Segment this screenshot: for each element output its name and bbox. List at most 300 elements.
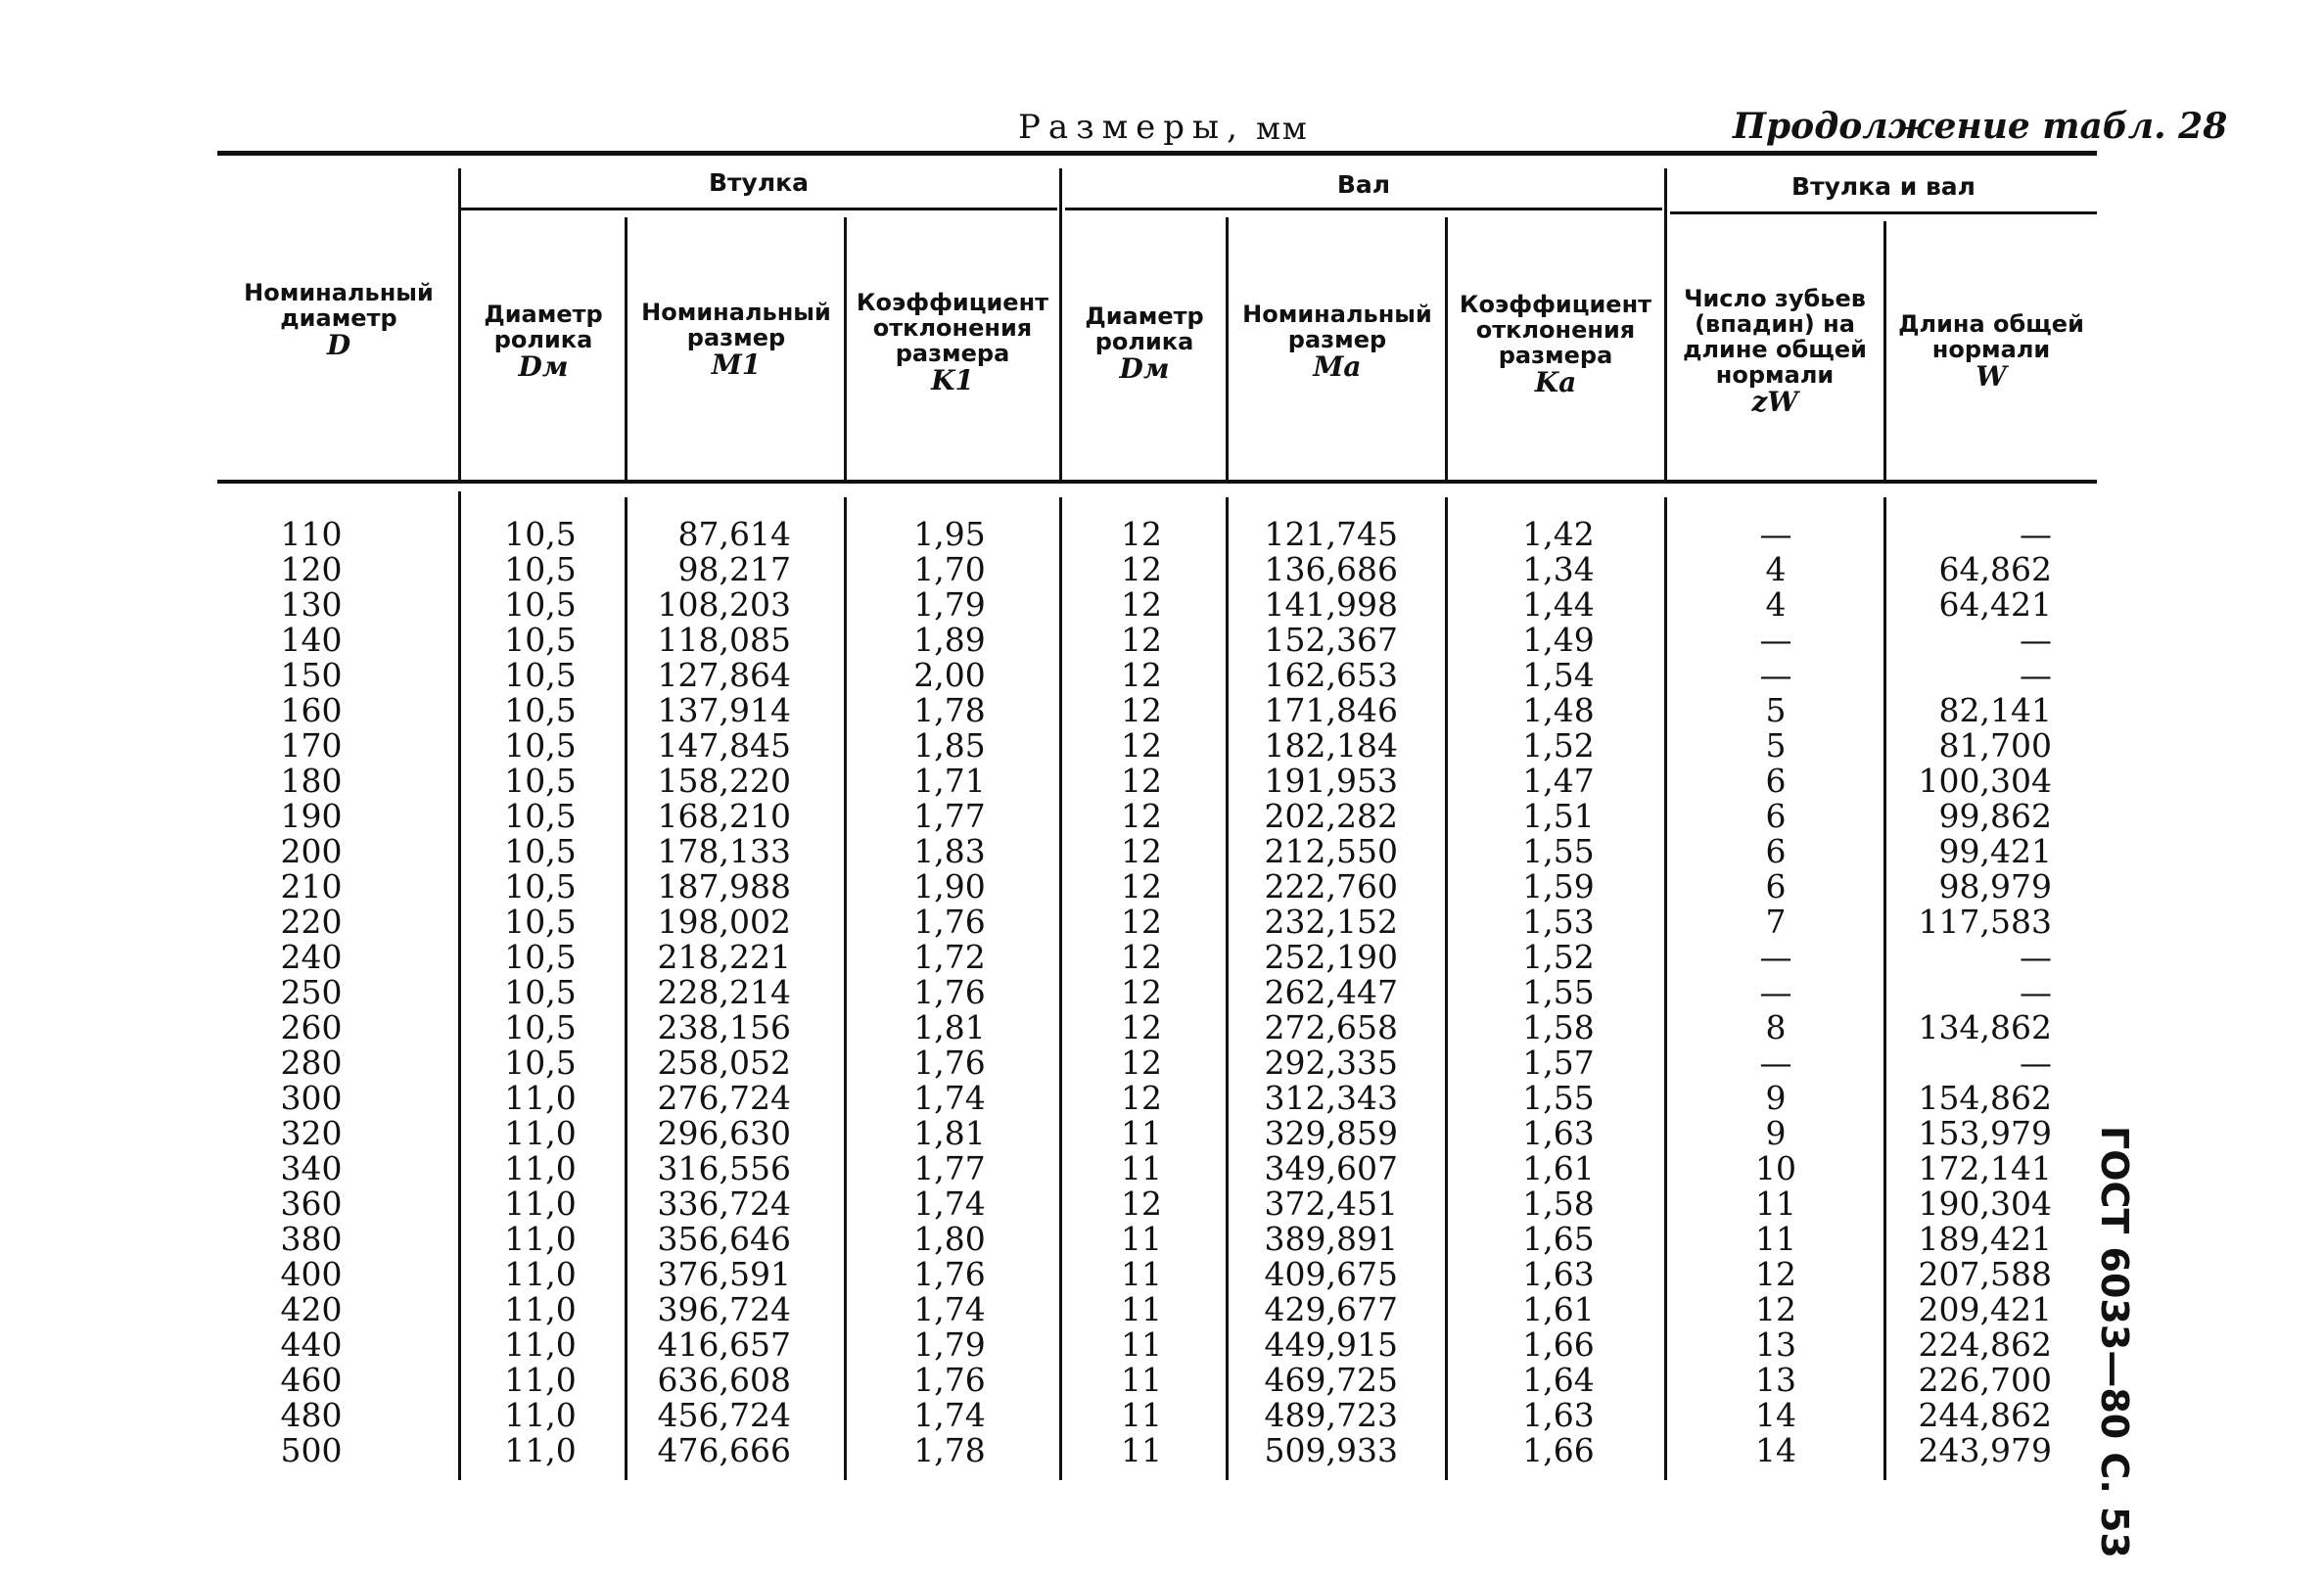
cell-teeth-count: 10 xyxy=(1755,1149,1796,1187)
cell-sleeve-roller-diameter: 11,0 xyxy=(504,1431,577,1469)
cell-sleeve-nominal-size: 87,614 xyxy=(677,515,791,553)
cell-sleeve-roller-diameter: 11,0 xyxy=(504,1255,577,1293)
cell-sleeve-roller-diameter: 10,5 xyxy=(504,973,577,1011)
cell-sleeve-nominal-size: 187,988 xyxy=(657,867,791,906)
cell-sleeve-nominal-size: 376,591 xyxy=(657,1255,791,1293)
table-row xyxy=(0,764,2324,799)
table-row xyxy=(0,623,2324,658)
cell-shaft-roller-diameter: 11 xyxy=(1121,1255,1162,1293)
cell-shaft-coefficient: 1,55 xyxy=(1522,973,1595,1011)
table-row xyxy=(0,975,2324,1010)
table-row xyxy=(0,693,2324,728)
cell-sleeve-nominal-size: 356,646 xyxy=(657,1220,791,1258)
cell-sleeve-roller-diameter: 11,0 xyxy=(504,1290,577,1328)
cell-sleeve-roller-diameter: 10,5 xyxy=(504,515,577,553)
cell-normal-length: 100,304 xyxy=(1918,762,2052,800)
cell-normal-length: — xyxy=(2020,621,2052,659)
cell-nominal-diameter: 420 xyxy=(280,1290,343,1328)
column-header-sleeve-nominal-size: Номинальный размер M1 xyxy=(641,299,831,381)
cell-shaft-coefficient: 1,59 xyxy=(1522,867,1595,906)
cell-shaft-nominal-size: 152,367 xyxy=(1264,621,1398,659)
cell-sleeve-nominal-size: 316,556 xyxy=(657,1149,791,1187)
cell-sleeve-nominal-size: 396,724 xyxy=(657,1290,791,1328)
cell-teeth-count: 5 xyxy=(1765,691,1787,729)
cell-sleeve-nominal-size: 276,724 xyxy=(657,1079,791,1117)
group-underline-both xyxy=(1670,211,2097,214)
cell-nominal-diameter: 440 xyxy=(280,1325,343,1364)
cell-sleeve-coefficient: 1,95 xyxy=(913,515,986,553)
cell-normal-length: 189,421 xyxy=(1918,1220,2052,1258)
cell-sleeve-roller-diameter: 10,5 xyxy=(504,1008,577,1046)
cell-shaft-nominal-size: 262,447 xyxy=(1264,973,1398,1011)
column-header-shaft-nominal-size: Номинальный размер Ma xyxy=(1242,301,1432,383)
table-row xyxy=(0,658,2324,693)
cell-sleeve-nominal-size: 108,203 xyxy=(657,585,791,624)
cell-nominal-diameter: 180 xyxy=(280,762,343,800)
cell-shaft-coefficient: 1,66 xyxy=(1522,1431,1595,1469)
cell-sleeve-coefficient: 1,76 xyxy=(913,1361,986,1399)
cell-shaft-nominal-size: 191,953 xyxy=(1264,762,1398,800)
cell-sleeve-coefficient: 1,78 xyxy=(913,691,986,729)
column-separator xyxy=(1226,217,1229,480)
cell-shaft-nominal-size: 312,343 xyxy=(1264,1079,1398,1117)
table-row xyxy=(0,1151,2324,1186)
cell-normal-length: 98,979 xyxy=(1938,867,2052,906)
cell-teeth-count: 9 xyxy=(1765,1079,1787,1117)
cell-sleeve-nominal-size: 636,608 xyxy=(657,1361,791,1399)
cell-sleeve-roller-diameter: 10,5 xyxy=(504,550,577,588)
cell-nominal-diameter: 360 xyxy=(280,1184,343,1223)
cell-sleeve-coefficient: 1,74 xyxy=(913,1184,986,1223)
column-separator xyxy=(458,168,461,480)
cell-normal-length: 64,862 xyxy=(1938,550,2052,588)
table-row xyxy=(0,1327,2324,1363)
cell-nominal-diameter: 400 xyxy=(280,1255,343,1293)
cell-shaft-coefficient: 1,55 xyxy=(1522,832,1595,870)
cell-shaft-roller-diameter: 11 xyxy=(1121,1361,1162,1399)
cell-teeth-count: 12 xyxy=(1755,1255,1796,1293)
cell-normal-length: 190,304 xyxy=(1918,1184,2052,1223)
cell-normal-length: 99,421 xyxy=(1938,832,2052,870)
column-separator xyxy=(1664,168,1667,480)
cell-shaft-roller-diameter: 12 xyxy=(1121,1044,1162,1082)
cell-sleeve-nominal-size: 258,052 xyxy=(657,1044,791,1082)
cell-sleeve-roller-diameter: 10,5 xyxy=(504,585,577,624)
cell-shaft-nominal-size: 489,723 xyxy=(1264,1396,1398,1434)
page-reference: ГОСТ 6033—80 С. 53 xyxy=(2093,1126,2136,1558)
cell-teeth-count: — xyxy=(1759,973,1792,1011)
cell-shaft-roller-diameter: 12 xyxy=(1121,585,1162,624)
cell-sleeve-nominal-size: 158,220 xyxy=(657,762,791,800)
cell-shaft-coefficient: 1,55 xyxy=(1522,1079,1595,1117)
cell-sleeve-coefficient: 1,76 xyxy=(913,1044,986,1082)
cell-shaft-roller-diameter: 11 xyxy=(1121,1220,1162,1258)
cell-shaft-roller-diameter: 12 xyxy=(1121,903,1162,941)
table-row xyxy=(0,1292,2324,1327)
cell-sleeve-coefficient: 1,70 xyxy=(913,550,986,588)
cell-teeth-count: 4 xyxy=(1765,550,1787,588)
cell-nominal-diameter: 380 xyxy=(280,1220,343,1258)
cell-nominal-diameter: 460 xyxy=(280,1361,343,1399)
cell-teeth-count: 13 xyxy=(1755,1325,1796,1364)
cell-sleeve-nominal-size: 456,724 xyxy=(657,1396,791,1434)
cell-teeth-count: — xyxy=(1759,1044,1792,1082)
table-row xyxy=(0,905,2324,940)
table-row xyxy=(0,834,2324,869)
cell-normal-length: 154,862 xyxy=(1918,1079,2052,1117)
table-row xyxy=(0,1363,2324,1398)
header-bottom-rule xyxy=(217,480,2097,484)
cell-nominal-diameter: 120 xyxy=(280,550,343,588)
cell-teeth-count: 4 xyxy=(1765,585,1787,624)
cell-nominal-diameter: 130 xyxy=(280,585,343,624)
cell-sleeve-nominal-size: 168,210 xyxy=(657,797,791,835)
cell-sleeve-roller-diameter: 10,5 xyxy=(504,762,577,800)
group-header-shaft: Вал xyxy=(1336,170,1391,199)
group-header-sleeve: Втулка xyxy=(709,168,809,197)
cell-sleeve-coefficient: 1,74 xyxy=(913,1290,986,1328)
table-row xyxy=(0,940,2324,975)
cell-normal-length: 226,700 xyxy=(1918,1361,2052,1399)
column-separator xyxy=(1059,168,1062,480)
cell-teeth-count: — xyxy=(1759,656,1792,694)
cell-teeth-count: 6 xyxy=(1765,867,1787,906)
cell-shaft-coefficient: 1,34 xyxy=(1522,550,1595,588)
cell-sleeve-nominal-size: 178,133 xyxy=(657,832,791,870)
cell-shaft-coefficient: 1,61 xyxy=(1522,1290,1595,1328)
table-row xyxy=(0,728,2324,764)
cell-shaft-roller-diameter: 12 xyxy=(1121,797,1162,835)
cell-sleeve-coefficient: 1,81 xyxy=(913,1008,986,1046)
cell-sleeve-roller-diameter: 10,5 xyxy=(504,691,577,729)
cell-sleeve-nominal-size: 137,914 xyxy=(657,691,791,729)
cell-shaft-nominal-size: 389,891 xyxy=(1264,1220,1398,1258)
cell-sleeve-coefficient: 1,77 xyxy=(913,797,986,835)
column-separator xyxy=(844,217,847,480)
cell-shaft-coefficient: 1,64 xyxy=(1522,1361,1595,1399)
cell-normal-length: 243,979 xyxy=(1918,1431,2052,1469)
table-row xyxy=(0,1186,2324,1222)
column-header-shaft-coefficient: Коэффициент отклонения размера Ka xyxy=(1459,291,1652,398)
cell-sleeve-coefficient: 1,74 xyxy=(913,1079,986,1117)
cell-sleeve-coefficient: 1,83 xyxy=(913,832,986,870)
table-top-rule xyxy=(217,151,2097,156)
cell-normal-length: — xyxy=(2020,938,2052,976)
cell-sleeve-coefficient: 1,79 xyxy=(913,1325,986,1364)
cell-shaft-nominal-size: 329,859 xyxy=(1264,1114,1398,1152)
cell-normal-length: 207,588 xyxy=(1918,1255,2052,1293)
cell-shaft-coefficient: 1,63 xyxy=(1522,1396,1595,1434)
cell-sleeve-coefficient: 1,80 xyxy=(913,1220,986,1258)
cell-teeth-count: 13 xyxy=(1755,1361,1796,1399)
cell-shaft-coefficient: 1,54 xyxy=(1522,656,1595,694)
cell-shaft-roller-diameter: 12 xyxy=(1121,550,1162,588)
cell-normal-length: 99,862 xyxy=(1938,797,2052,835)
cell-normal-length: 153,979 xyxy=(1918,1114,2052,1152)
table-row xyxy=(0,1081,2324,1116)
cell-nominal-diameter: 340 xyxy=(280,1149,343,1187)
cell-nominal-diameter: 300 xyxy=(280,1079,343,1117)
cell-shaft-coefficient: 1,57 xyxy=(1522,1044,1595,1082)
cell-shaft-roller-diameter: 12 xyxy=(1121,832,1162,870)
cell-nominal-diameter: 240 xyxy=(280,938,343,976)
cell-sleeve-coefficient: 1,76 xyxy=(913,973,986,1011)
cell-shaft-coefficient: 1,48 xyxy=(1522,691,1595,729)
table-row xyxy=(0,587,2324,623)
cell-sleeve-roller-diameter: 10,5 xyxy=(504,1044,577,1082)
cell-shaft-roller-diameter: 12 xyxy=(1121,938,1162,976)
table-row xyxy=(0,1045,2324,1081)
cell-shaft-coefficient: 1,44 xyxy=(1522,585,1595,624)
table-body xyxy=(0,517,2324,1468)
cell-shaft-roller-diameter: 12 xyxy=(1121,691,1162,729)
units-label: мм xyxy=(1256,110,1309,147)
cell-shaft-coefficient: 1,58 xyxy=(1522,1008,1595,1046)
column-separator xyxy=(1445,217,1448,480)
cell-nominal-diameter: 480 xyxy=(280,1396,343,1434)
cell-sleeve-coefficient: 1,74 xyxy=(913,1396,986,1434)
cell-shaft-coefficient: 1,47 xyxy=(1522,762,1595,800)
cell-normal-length: 209,421 xyxy=(1918,1290,2052,1328)
cell-nominal-diameter: 210 xyxy=(280,867,343,906)
cell-shaft-roller-diameter: 12 xyxy=(1121,1008,1162,1046)
cell-shaft-nominal-size: 141,998 xyxy=(1264,585,1398,624)
column-header-teeth-count: Число зубьев (впадин) на длине общей нормали zW xyxy=(1683,285,1867,418)
cell-teeth-count: 11 xyxy=(1755,1184,1796,1223)
cell-normal-length: — xyxy=(2020,515,2052,553)
cell-shaft-roller-diameter: 11 xyxy=(1121,1114,1162,1152)
cell-sleeve-nominal-size: 198,002 xyxy=(657,903,791,941)
cell-shaft-coefficient: 1,58 xyxy=(1522,1184,1595,1223)
cell-nominal-diameter: 250 xyxy=(280,973,343,1011)
cell-teeth-count: 14 xyxy=(1755,1431,1796,1469)
column-separator xyxy=(625,217,627,480)
cell-shaft-nominal-size: 292,335 xyxy=(1264,1044,1398,1082)
table-row xyxy=(0,1257,2324,1292)
cell-shaft-nominal-size: 212,550 xyxy=(1264,832,1398,870)
cell-sleeve-coefficient: 1,76 xyxy=(913,1255,986,1293)
cell-sleeve-coefficient: 1,72 xyxy=(913,938,986,976)
cell-shaft-coefficient: 1,52 xyxy=(1522,938,1595,976)
cell-shaft-roller-diameter: 12 xyxy=(1121,762,1162,800)
table-row xyxy=(0,1222,2324,1257)
cell-sleeve-nominal-size: 218,221 xyxy=(657,938,791,976)
table-continuation-label: Продолжение табл. 28 xyxy=(1733,106,2228,147)
cell-shaft-nominal-size: 409,675 xyxy=(1264,1255,1398,1293)
table-row xyxy=(0,799,2324,834)
cell-shaft-coefficient: 1,66 xyxy=(1522,1325,1595,1364)
page-title: Размеры, xyxy=(1018,108,1245,147)
cell-normal-length: 134,862 xyxy=(1918,1008,2052,1046)
cell-normal-length: — xyxy=(2020,973,2052,1011)
cell-shaft-nominal-size: 232,152 xyxy=(1264,903,1398,941)
group-header-both: Втулка и вал xyxy=(1791,172,1975,201)
cell-sleeve-nominal-size: 98,217 xyxy=(677,550,791,588)
cell-shaft-roller-diameter: 11 xyxy=(1121,1325,1162,1364)
cell-sleeve-nominal-size: 147,845 xyxy=(657,726,791,765)
cell-shaft-nominal-size: 469,725 xyxy=(1264,1361,1398,1399)
cell-shaft-coefficient: 1,65 xyxy=(1522,1220,1595,1258)
cell-teeth-count: 6 xyxy=(1765,762,1787,800)
cell-teeth-count: 9 xyxy=(1765,1114,1787,1152)
cell-shaft-coefficient: 1,53 xyxy=(1522,903,1595,941)
cell-normal-length: 172,141 xyxy=(1918,1149,2052,1187)
cell-teeth-count: 6 xyxy=(1765,797,1787,835)
cell-shaft-roller-diameter: 11 xyxy=(1121,1290,1162,1328)
cell-teeth-count: 8 xyxy=(1765,1008,1787,1046)
cell-teeth-count: 6 xyxy=(1765,832,1787,870)
cell-shaft-roller-diameter: 12 xyxy=(1121,656,1162,694)
column-header-sleeve-roller-diameter: Диаметр ролика Dм xyxy=(484,301,603,383)
cell-shaft-nominal-size: 171,846 xyxy=(1264,691,1398,729)
cell-nominal-diameter: 150 xyxy=(280,656,343,694)
cell-shaft-nominal-size: 121,745 xyxy=(1264,515,1398,553)
cell-sleeve-nominal-size: 336,724 xyxy=(657,1184,791,1223)
cell-shaft-roller-diameter: 11 xyxy=(1121,1149,1162,1187)
cell-normal-length: 82,141 xyxy=(1938,691,2052,729)
cell-shaft-coefficient: 1,52 xyxy=(1522,726,1595,765)
cell-normal-length: 244,862 xyxy=(1918,1396,2052,1434)
column-header-nominal-diameter: Номинальный диаметр D xyxy=(244,279,434,361)
cell-sleeve-roller-diameter: 10,5 xyxy=(504,797,577,835)
cell-shaft-nominal-size: 162,653 xyxy=(1264,656,1398,694)
cell-shaft-nominal-size: 449,915 xyxy=(1264,1325,1398,1364)
cell-nominal-diameter: 320 xyxy=(280,1114,343,1152)
cell-shaft-roller-diameter: 12 xyxy=(1121,973,1162,1011)
cell-shaft-nominal-size: 509,933 xyxy=(1264,1431,1398,1469)
column-header-sleeve-coefficient: Коэффициент отклонения размера K1 xyxy=(856,289,1049,396)
cell-shaft-roller-diameter: 12 xyxy=(1121,515,1162,553)
cell-sleeve-roller-diameter: 11,0 xyxy=(504,1361,577,1399)
cell-sleeve-roller-diameter: 10,5 xyxy=(504,656,577,694)
table-row xyxy=(0,1398,2324,1433)
cell-nominal-diameter: 170 xyxy=(280,726,343,765)
cell-sleeve-coefficient: 1,71 xyxy=(913,762,986,800)
cell-shaft-nominal-size: 372,451 xyxy=(1264,1184,1398,1223)
cell-shaft-nominal-size: 182,184 xyxy=(1264,726,1398,765)
group-underline-sleeve xyxy=(460,208,1057,210)
table-row xyxy=(0,1010,2324,1045)
cell-sleeve-coefficient: 1,78 xyxy=(913,1431,986,1469)
cell-normal-length: 117,583 xyxy=(1918,903,2052,941)
cell-normal-length: — xyxy=(2020,1044,2052,1082)
cell-sleeve-roller-diameter: 11,0 xyxy=(504,1149,577,1187)
cell-normal-length: 224,862 xyxy=(1918,1325,2052,1364)
cell-shaft-roller-diameter: 12 xyxy=(1121,726,1162,765)
cell-sleeve-roller-diameter: 10,5 xyxy=(504,938,577,976)
cell-sleeve-roller-diameter: 10,5 xyxy=(504,903,577,941)
cell-nominal-diameter: 190 xyxy=(280,797,343,835)
cell-sleeve-coefficient: 1,76 xyxy=(913,903,986,941)
group-underline-shaft xyxy=(1065,208,1662,210)
cell-teeth-count: 11 xyxy=(1755,1220,1796,1258)
cell-shaft-roller-diameter: 12 xyxy=(1121,621,1162,659)
cell-sleeve-coefficient: 1,90 xyxy=(913,867,986,906)
table-row xyxy=(0,1116,2324,1151)
cell-sleeve-roller-diameter: 11,0 xyxy=(504,1325,577,1364)
cell-teeth-count: — xyxy=(1759,621,1792,659)
cell-shaft-nominal-size: 429,677 xyxy=(1264,1290,1398,1328)
cell-sleeve-roller-diameter: 10,5 xyxy=(504,621,577,659)
table-row xyxy=(0,869,2324,905)
cell-sleeve-coefficient: 1,89 xyxy=(913,621,986,659)
cell-sleeve-nominal-size: 296,630 xyxy=(657,1114,791,1152)
table-row xyxy=(0,552,2324,587)
cell-sleeve-nominal-size: 416,657 xyxy=(657,1325,791,1364)
cell-shaft-coefficient: 1,49 xyxy=(1522,621,1595,659)
cell-nominal-diameter: 280 xyxy=(280,1044,343,1082)
cell-sleeve-nominal-size: 476,666 xyxy=(657,1431,791,1469)
table-row xyxy=(0,517,2324,552)
cell-shaft-nominal-size: 349,607 xyxy=(1264,1149,1398,1187)
cell-shaft-nominal-size: 222,760 xyxy=(1264,867,1398,906)
cell-shaft-nominal-size: 252,190 xyxy=(1264,938,1398,976)
cell-shaft-coefficient: 1,63 xyxy=(1522,1255,1595,1293)
cell-sleeve-nominal-size: 127,864 xyxy=(657,656,791,694)
cell-shaft-coefficient: 1,61 xyxy=(1522,1149,1595,1187)
cell-sleeve-roller-diameter: 10,5 xyxy=(504,726,577,765)
cell-nominal-diameter: 200 xyxy=(280,832,343,870)
cell-sleeve-coefficient: 1,77 xyxy=(913,1149,986,1187)
cell-normal-length: — xyxy=(2020,656,2052,694)
cell-nominal-diameter: 140 xyxy=(280,621,343,659)
cell-nominal-diameter: 160 xyxy=(280,691,343,729)
cell-shaft-coefficient: 1,63 xyxy=(1522,1114,1595,1152)
cell-teeth-count: 12 xyxy=(1755,1290,1796,1328)
cell-sleeve-roller-diameter: 11,0 xyxy=(504,1220,577,1258)
cell-normal-length: 64,421 xyxy=(1938,585,2052,624)
cell-nominal-diameter: 220 xyxy=(280,903,343,941)
cell-sleeve-coefficient: 1,79 xyxy=(913,585,986,624)
column-separator xyxy=(1883,221,1886,480)
cell-sleeve-nominal-size: 118,085 xyxy=(657,621,791,659)
cell-sleeve-coefficient: 2,00 xyxy=(913,656,986,694)
cell-sleeve-roller-diameter: 11,0 xyxy=(504,1114,577,1152)
cell-sleeve-roller-diameter: 11,0 xyxy=(504,1079,577,1117)
cell-sleeve-coefficient: 1,85 xyxy=(913,726,986,765)
cell-sleeve-roller-diameter: 11,0 xyxy=(504,1184,577,1223)
cell-shaft-roller-diameter: 11 xyxy=(1121,1431,1162,1469)
table-row xyxy=(0,1433,2324,1468)
cell-sleeve-roller-diameter: 11,0 xyxy=(504,1396,577,1434)
cell-shaft-coefficient: 1,51 xyxy=(1522,797,1595,835)
cell-nominal-diameter: 260 xyxy=(280,1008,343,1046)
cell-sleeve-roller-diameter: 10,5 xyxy=(504,832,577,870)
cell-teeth-count: 14 xyxy=(1755,1396,1796,1434)
cell-teeth-count: — xyxy=(1759,938,1792,976)
cell-nominal-diameter: 110 xyxy=(280,515,343,553)
cell-teeth-count: 5 xyxy=(1765,726,1787,765)
cell-shaft-nominal-size: 202,282 xyxy=(1264,797,1398,835)
column-header-shaft-roller-diameter: Диаметр ролика Dм xyxy=(1085,302,1204,385)
cell-shaft-roller-diameter: 12 xyxy=(1121,867,1162,906)
cell-shaft-nominal-size: 136,686 xyxy=(1264,550,1398,588)
cell-teeth-count: 7 xyxy=(1765,903,1787,941)
cell-sleeve-coefficient: 1,81 xyxy=(913,1114,986,1152)
cell-shaft-nominal-size: 272,658 xyxy=(1264,1008,1398,1046)
cell-normal-length: 81,700 xyxy=(1938,726,2052,765)
cell-sleeve-nominal-size: 228,214 xyxy=(657,973,791,1011)
cell-shaft-roller-diameter: 11 xyxy=(1121,1396,1162,1434)
cell-sleeve-nominal-size: 238,156 xyxy=(657,1008,791,1046)
cell-shaft-roller-diameter: 12 xyxy=(1121,1079,1162,1117)
cell-nominal-diameter: 500 xyxy=(280,1431,343,1469)
cell-shaft-roller-diameter: 12 xyxy=(1121,1184,1162,1223)
cell-shaft-coefficient: 1,42 xyxy=(1522,515,1595,553)
cell-sleeve-roller-diameter: 10,5 xyxy=(504,867,577,906)
cell-teeth-count: — xyxy=(1759,515,1792,553)
column-header-normal-length: Длина общей нормали W xyxy=(1898,310,2084,393)
